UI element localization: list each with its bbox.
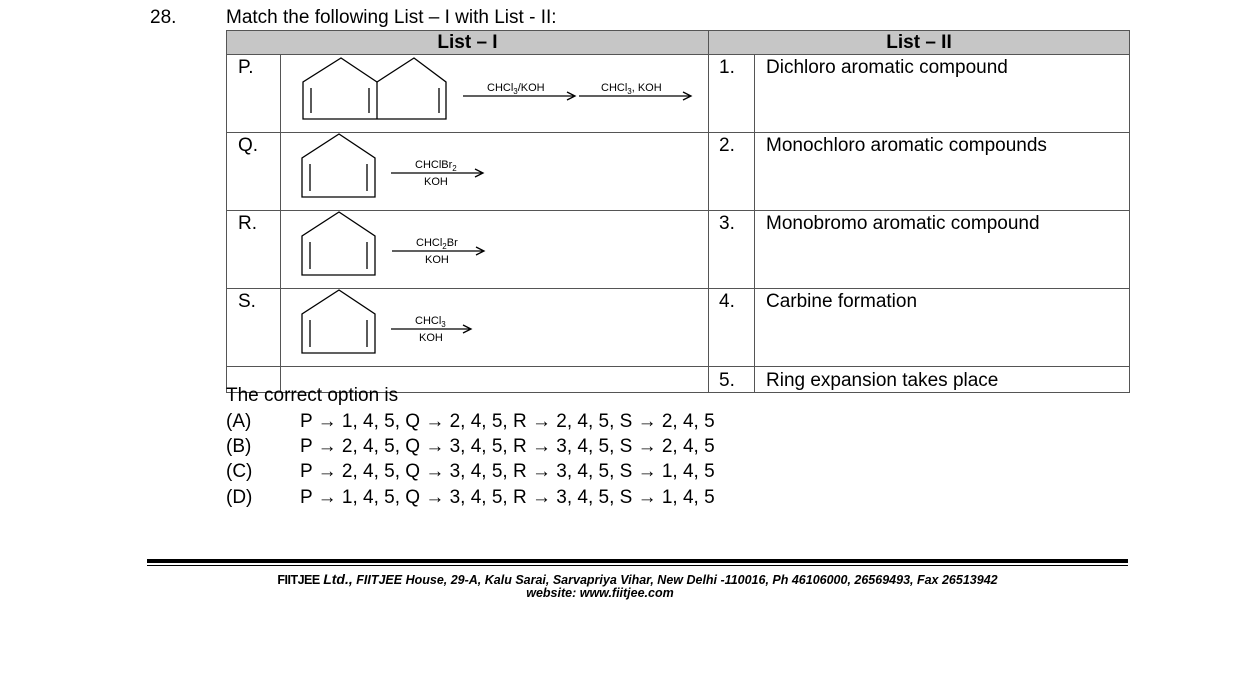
option-c-letter[interactable]: (C) xyxy=(226,461,253,482)
row-label: P. xyxy=(227,55,281,133)
reagent-bottom: KOH xyxy=(424,176,448,188)
row-number: 5. xyxy=(709,367,755,393)
option-b-text[interactable]: P → 2, 4, 5, Q → 3, 4, 5, R → 3, 4, 5, S → 2, 4, 5 xyxy=(300,436,715,457)
row-number: 4. xyxy=(709,289,755,367)
reaction-r xyxy=(281,211,709,289)
list-2-header: List – II xyxy=(709,31,1130,55)
question-text: Match the following List – I with List - II: xyxy=(226,7,557,28)
row-description: Monochloro aromatic compounds xyxy=(755,133,1130,211)
row-description: Dichloro aromatic compound xyxy=(755,55,1130,133)
footer-address-line xyxy=(0,571,1238,587)
table-row xyxy=(227,133,1130,211)
footer-divider-thin xyxy=(147,565,1128,566)
footer-address: FIITJEE House, 29-A, Kalu Sarai, Sarvapriya Vihar, New Delhi -110016, Ph 46106000, 26569493, Fax 26513942 xyxy=(356,573,998,587)
table-row xyxy=(227,55,1130,133)
row-number: 2. xyxy=(709,133,755,211)
option-a-letter[interactable]: (A) xyxy=(226,411,252,432)
reaction-q xyxy=(281,133,709,211)
table-row xyxy=(227,289,1130,367)
table-row xyxy=(227,211,1130,289)
match-table xyxy=(226,30,1130,393)
benzene-ring-structure xyxy=(281,289,709,364)
option-d-text[interactable]: P → 1, 4, 5, Q → 3, 4, 5, R → 3, 4, 5, S → 1, 4, 5 xyxy=(300,487,715,508)
reagent-bottom: KOH xyxy=(419,332,443,344)
row-description: Ring expansion takes place xyxy=(755,367,1130,393)
row-label: S. xyxy=(227,289,281,367)
reagent-label: CHCl$_3$, KOH xyxy=(601,82,662,96)
reagent-label: CHCl$_3$/KOH xyxy=(487,82,545,96)
row-description: Carbine formation xyxy=(755,289,1130,367)
option-b-letter[interactable]: (B) xyxy=(226,436,252,457)
option-d-letter[interactable]: (D) xyxy=(226,487,253,508)
reagent-bottom: KOH xyxy=(425,254,449,266)
reaction-s xyxy=(281,289,709,367)
bicyclic-ring-structure xyxy=(281,55,709,130)
option-c-text[interactable]: P → 2, 4, 5, Q → 3, 4, 5, R → 3, 4, 5, S → 1, 4, 5 xyxy=(300,461,715,482)
reagent-top: CHClBr$_2$ xyxy=(415,159,457,173)
footer-website[interactable]: website: www.fiitjee.com xyxy=(526,586,674,600)
question-stem: The correct option is xyxy=(226,385,399,406)
row-number: 3. xyxy=(709,211,755,289)
reagent-top: CHCl$_2$Br xyxy=(416,237,458,251)
row-label: Q. xyxy=(227,133,281,211)
row-number: 1. xyxy=(709,55,755,133)
question-number: 28. xyxy=(150,7,177,28)
benzene-ring-structure xyxy=(281,211,709,286)
footer-ltd: Ltd., xyxy=(323,571,353,587)
row-label: R. xyxy=(227,211,281,289)
list-1-header: List – I xyxy=(227,31,709,55)
footer-brand: FIITJEE xyxy=(277,573,320,587)
option-a-text[interactable]: P → 1, 4, 5, Q → 2, 4, 5, R → 2, 4, 5, S → 2, 4, 5 xyxy=(300,411,715,432)
footer-divider-thick xyxy=(147,559,1128,563)
row-description: Monobromo aromatic compound xyxy=(755,211,1130,289)
reagent-top: CHCl$_3$ xyxy=(415,315,446,329)
reaction-p xyxy=(281,55,709,133)
benzene-ring-structure xyxy=(281,133,709,208)
